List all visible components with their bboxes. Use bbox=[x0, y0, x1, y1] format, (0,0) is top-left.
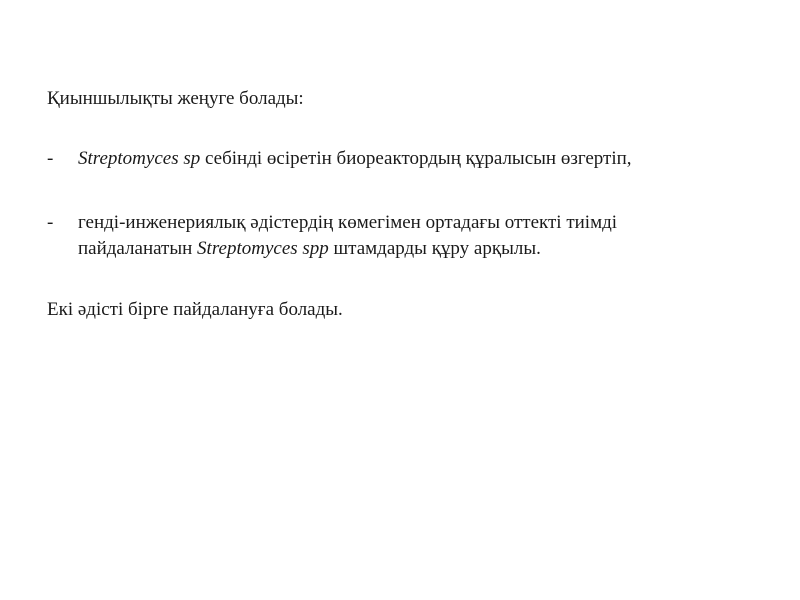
bullet-item-bioreactor bbox=[47, 146, 767, 172]
bullet-text-after: штамдарды құру арқылы. bbox=[328, 238, 541, 259]
species-name: Streptomyces sp bbox=[78, 148, 201, 169]
bullet-text bbox=[78, 146, 767, 172]
species-name: Streptomyces spp bbox=[197, 238, 329, 259]
bullet-line bbox=[78, 146, 767, 172]
bullet-text-before: пайдаланатын bbox=[78, 238, 198, 259]
bullet-dash: - bbox=[47, 212, 54, 233]
outro-text: Екі әдісті бірге пайдалануға болады. bbox=[47, 299, 343, 320]
bullet-dash: - bbox=[47, 148, 54, 169]
bullet-line-1: генді-инженериялық әдістердің көмегімен ортадағы оттекті тиімді bbox=[78, 212, 618, 233]
intro-text: Қиыншылықты жеңуге болады: bbox=[47, 88, 304, 109]
bullet-text-rest: себінді өсіретін биореактордың құралысын өзгертіп, bbox=[200, 148, 632, 169]
bullet-text bbox=[78, 210, 767, 262]
bullet-line-2 bbox=[78, 236, 767, 262]
bullet-item-genetic-engineering bbox=[47, 210, 767, 262]
